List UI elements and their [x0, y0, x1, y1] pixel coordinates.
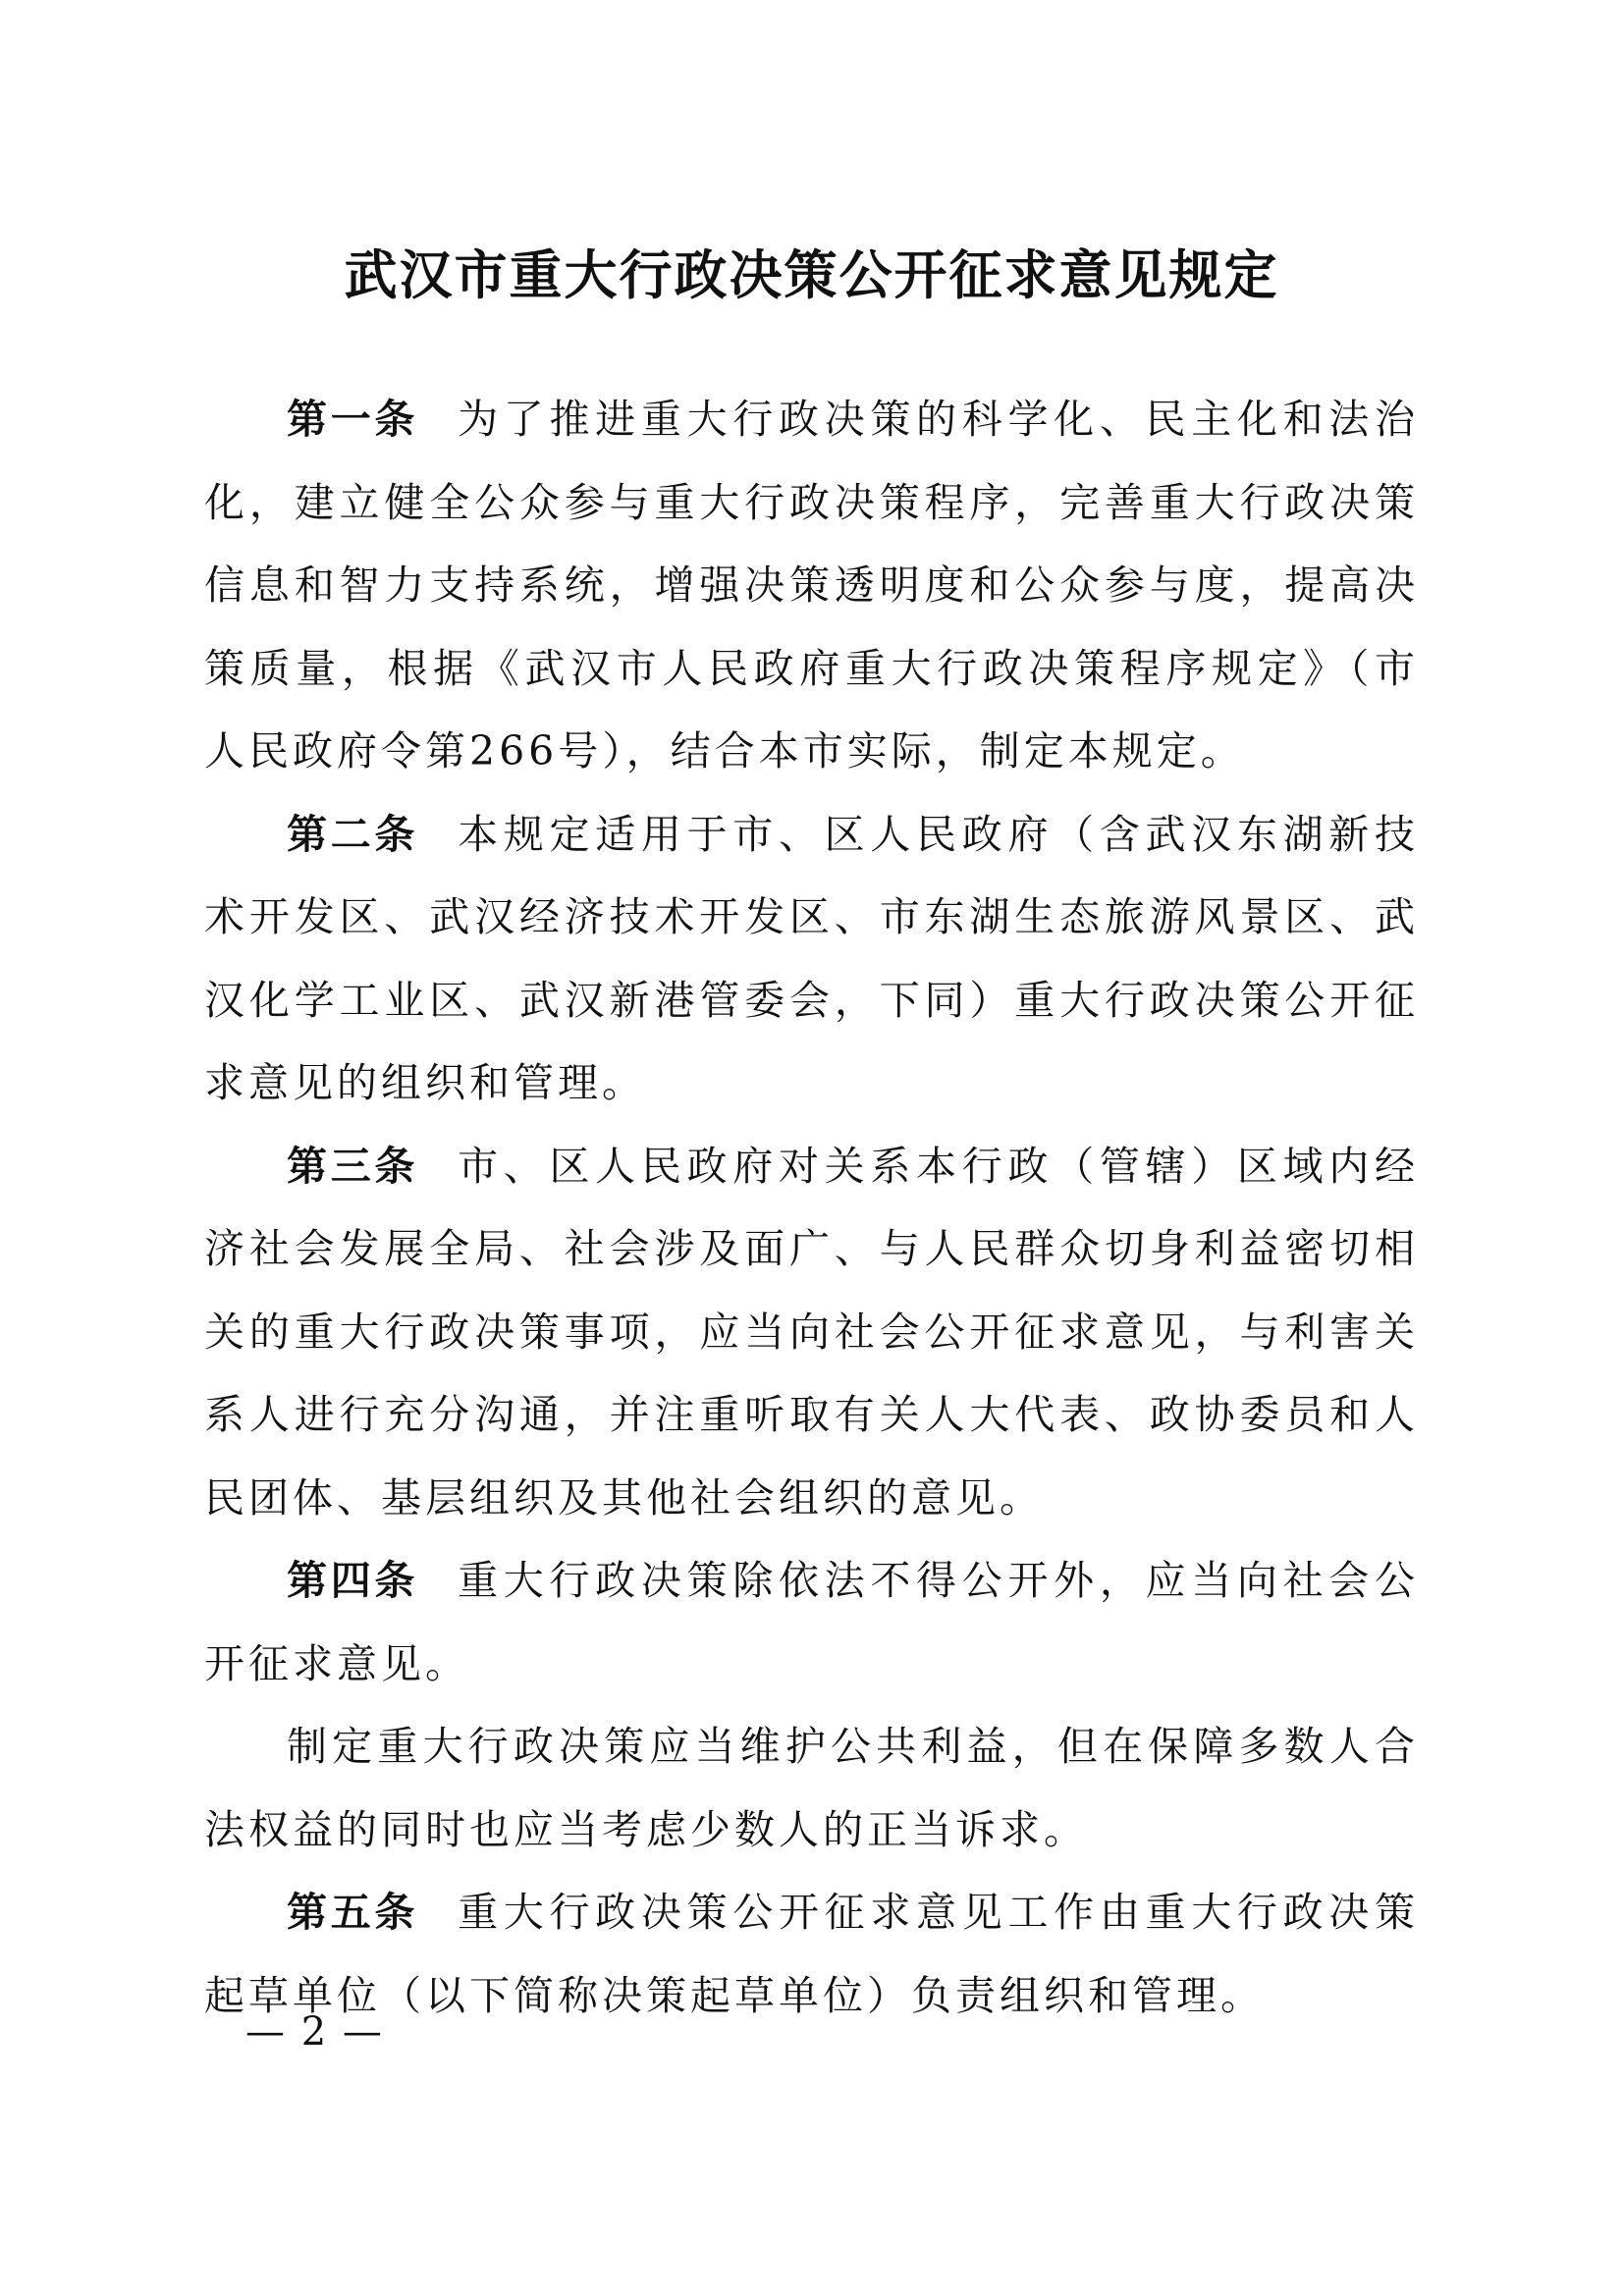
paragraph-text: 为了推进重大行政决策的科学化、民主化和法治化，建立健全公众参与重大行政决策程序，完善重大行政决策信息和智力支持系统，增强决策透明度和公众参与度，提高决策质量，根据《武汉市人民政府重大行政决策程序规定》（市人民政府令第266号），结合本市实际，制定本规定。 [204, 396, 1420, 774]
paragraph-article-4 [204, 1539, 1419, 1705]
article-label: 第二条 [287, 810, 419, 858]
document-title: 武汉市重大行政决策公开征求意见规定 [344, 243, 1279, 306]
paragraph-article-3 [204, 1125, 1419, 1540]
paragraph-article-4-continued [204, 1705, 1419, 1871]
article-label: 第三条 [287, 1142, 419, 1190]
paragraph-article-5 [204, 1871, 1419, 2037]
paragraph-article-2 [204, 793, 1419, 1125]
paragraph-text: 本规定适用于市、区人民政府（含武汉东湖新技术开发区、武汉经济技术开发区、市东湖生态旅游风景区、武汉化学工业区、武汉新港管委会，下同）重大行政决策公开征求意见的组织和管理。 [204, 810, 1420, 1106]
page-number: — 2 — [245, 2009, 384, 2055]
paragraph-text: 重大行政决策公开征求意见工作由重大行政决策起草单位（以下简称决策起草单位）负责组织和管理。 [204, 1889, 1420, 2019]
article-label: 第五条 [287, 1889, 419, 1936]
paragraph-text: 制定重大行政决策应当维护公共利益，但在保障多数人合法权益的同时也应当考虑少数人的正当诉求。 [204, 1723, 1419, 1853]
paragraph-text: 市、区人民政府对关系本行政（管辖）区域内经济社会发展全局、社会涉及面广、与人民群众切身利益密切相关的重大行政决策事项，应当向社会公开征求意见，与利害关系人进行充分沟通，并注重听取有关人大代表、政协委员和人民团体、基层组织及其他社会组织的意见。 [204, 1142, 1420, 1522]
paragraph-article-1 [204, 378, 1419, 793]
document-body [204, 378, 1419, 2037]
article-label: 第一条 [287, 396, 419, 443]
paragraph-text: 重大行政决策除依法不得公开外，应当向社会公开征求意见。 [204, 1557, 1420, 1687]
article-label: 第四条 [287, 1557, 419, 1604]
